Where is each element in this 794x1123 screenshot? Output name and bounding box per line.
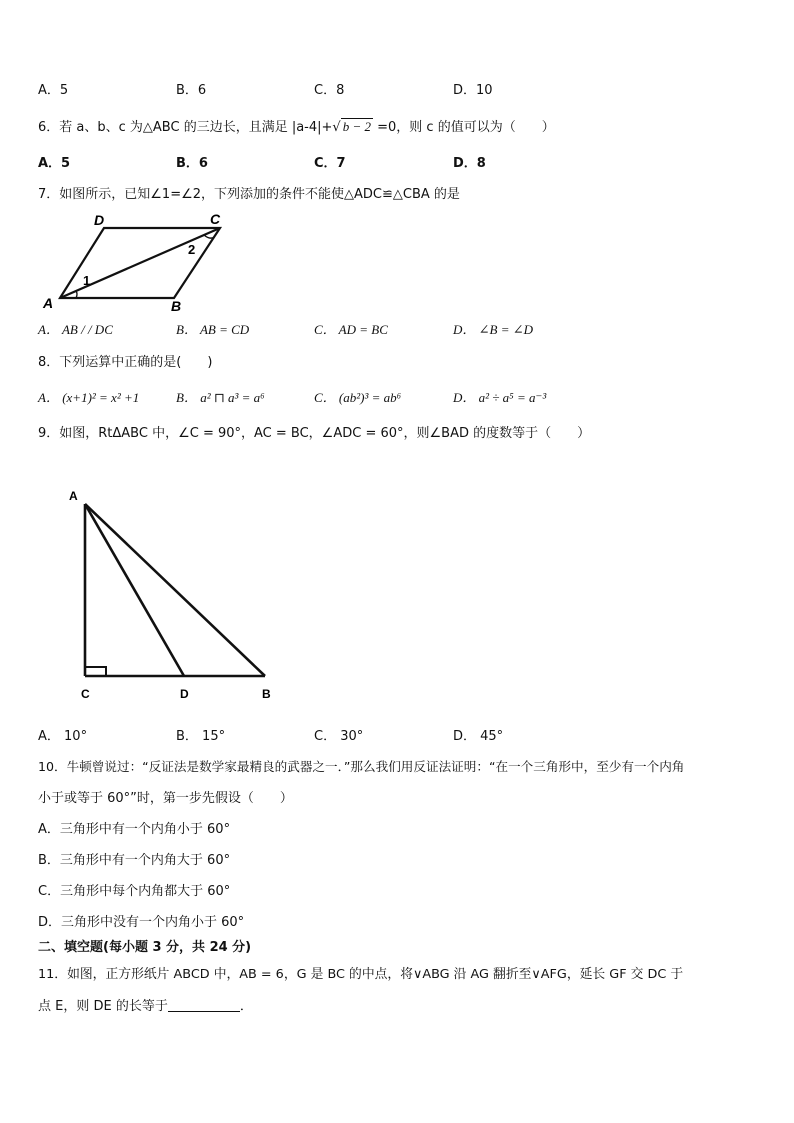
q8-option-b[interactable]: B． a² ⊓ a³ = a⁶ (176, 390, 265, 405)
q11-stem-line2-text: 点 E，则 DE 的长等于 (38, 999, 168, 1014)
q10-option-a[interactable]: A．三角形中有一个内角小于 60° (38, 822, 231, 837)
q6-stem (38, 117, 555, 137)
q7-angle1-arc (76, 291, 77, 298)
q8-option-d[interactable]: D． a² ÷ a⁵ = a⁻³ (453, 390, 547, 405)
q5-option-d[interactable]: D．10 (453, 83, 493, 98)
q9-label-c: C (81, 687, 90, 701)
section-title-fill-in: 二、填空题(每小题 3 分，共 24 分) (38, 940, 252, 955)
q7-label-b: B (171, 298, 182, 314)
q10-option-d[interactable]: D．三角形中没有一个内角小于 60° (38, 915, 245, 930)
q7-option-a[interactable]: A． AB / / DC (38, 322, 113, 337)
q7-label-c: C (210, 211, 221, 227)
q11-stem-line2-end: ． (239, 999, 253, 1014)
q10-option-b[interactable]: B．三角形中有一个内角大于 60° (38, 853, 231, 868)
q5-options (0, 81, 794, 101)
q7-option-b[interactable]: B． AB = CD (176, 322, 250, 337)
q9-label-d: D (180, 687, 189, 701)
q7-label-angle1: 1 (83, 273, 91, 288)
q7-angle2-arc (204, 235, 214, 238)
q6-option-a[interactable]: A．5 (38, 156, 71, 171)
q7-label-d: D (94, 212, 105, 228)
q7-figure (40, 210, 230, 314)
q9-option-d[interactable]: D． 45° (453, 729, 504, 744)
q9-options (0, 727, 794, 747)
q6-stem-pre: 6．若 a、b、c 为△ABC 的三边长，且满足 |a-4|+ (38, 120, 333, 135)
q7-label-a: A (43, 295, 54, 311)
q9-label-b: B (262, 687, 271, 701)
q9-segment-ad (85, 504, 184, 676)
q8-option-c[interactable]: C． (ab²)³ = ab⁶ (314, 390, 402, 405)
q6-option-b[interactable]: B．6 (176, 156, 208, 171)
q8-options (0, 388, 794, 408)
q9-right-angle-mark (85, 667, 106, 676)
q9-option-a[interactable]: A． 10° (38, 729, 88, 744)
q11-stem-line1: 11．如图，正方形纸片 ABCD 中，AB = 6，G 是 BC 的中点，将∨ABG 沿 AG 翻折至∨AFG，延长 GF 交 DC 于 (38, 967, 684, 982)
q7-label-angle2: 2 (188, 242, 196, 257)
q5-option-a[interactable]: A．5 (38, 83, 69, 98)
q8-option-a[interactable]: A． (x+1)² = x² +1 (38, 390, 140, 405)
sqrt-symbol: √ (332, 120, 341, 135)
q6-radicand: b − 2 (342, 119, 371, 134)
q9-figure (60, 486, 290, 706)
q7-options (0, 320, 794, 340)
q8-stem: 8．下列运算中正确的是( ) (38, 355, 213, 370)
q7-stem: 7．如图所示，已知∠1=∠2，下列添加的条件不能使△ADC≌△CBA 的是 (38, 187, 460, 202)
q6-stem-post: =0，则 c 的值可以为（ ） (372, 120, 555, 135)
q9-side-ab (85, 504, 265, 676)
q6-option-d[interactable]: D．8 (453, 156, 486, 171)
q10-stem-line1: 10．牛顿曾说过：“反证法是数学家最精良的武器之一．”那么我们用反证法证明：“在一个三角形中，至少有一个内角 (38, 759, 685, 774)
q9-option-c[interactable]: C． 30° (314, 729, 364, 744)
q7-option-d[interactable]: D． ∠B = ∠D (453, 322, 534, 337)
q11-answer-blank[interactable] (168, 997, 240, 1012)
q9-option-b[interactable]: B． 15° (176, 729, 226, 744)
q5-option-c[interactable]: C．8 (314, 83, 345, 98)
q9-stem: 9．如图，RtΔABC 中，∠C = 90°，AC = BC，∠ADC = 60°，则∠BAD 的度数等于（ ） (38, 426, 591, 441)
q6-options (0, 154, 794, 174)
q9-label-a: A (69, 489, 78, 503)
q10-option-c[interactable]: C．三角形中每个内角都大于 60° (38, 884, 231, 899)
q6-option-c[interactable]: C．7 (314, 156, 346, 171)
q10-stem-line2: 小于或等于 60°”时，第一步先假设（ ） (38, 791, 293, 806)
q7-option-c[interactable]: C． AD = BC (314, 322, 388, 337)
q11-stem-line2 (38, 997, 253, 1017)
q5-option-b[interactable]: B．6 (176, 83, 207, 98)
